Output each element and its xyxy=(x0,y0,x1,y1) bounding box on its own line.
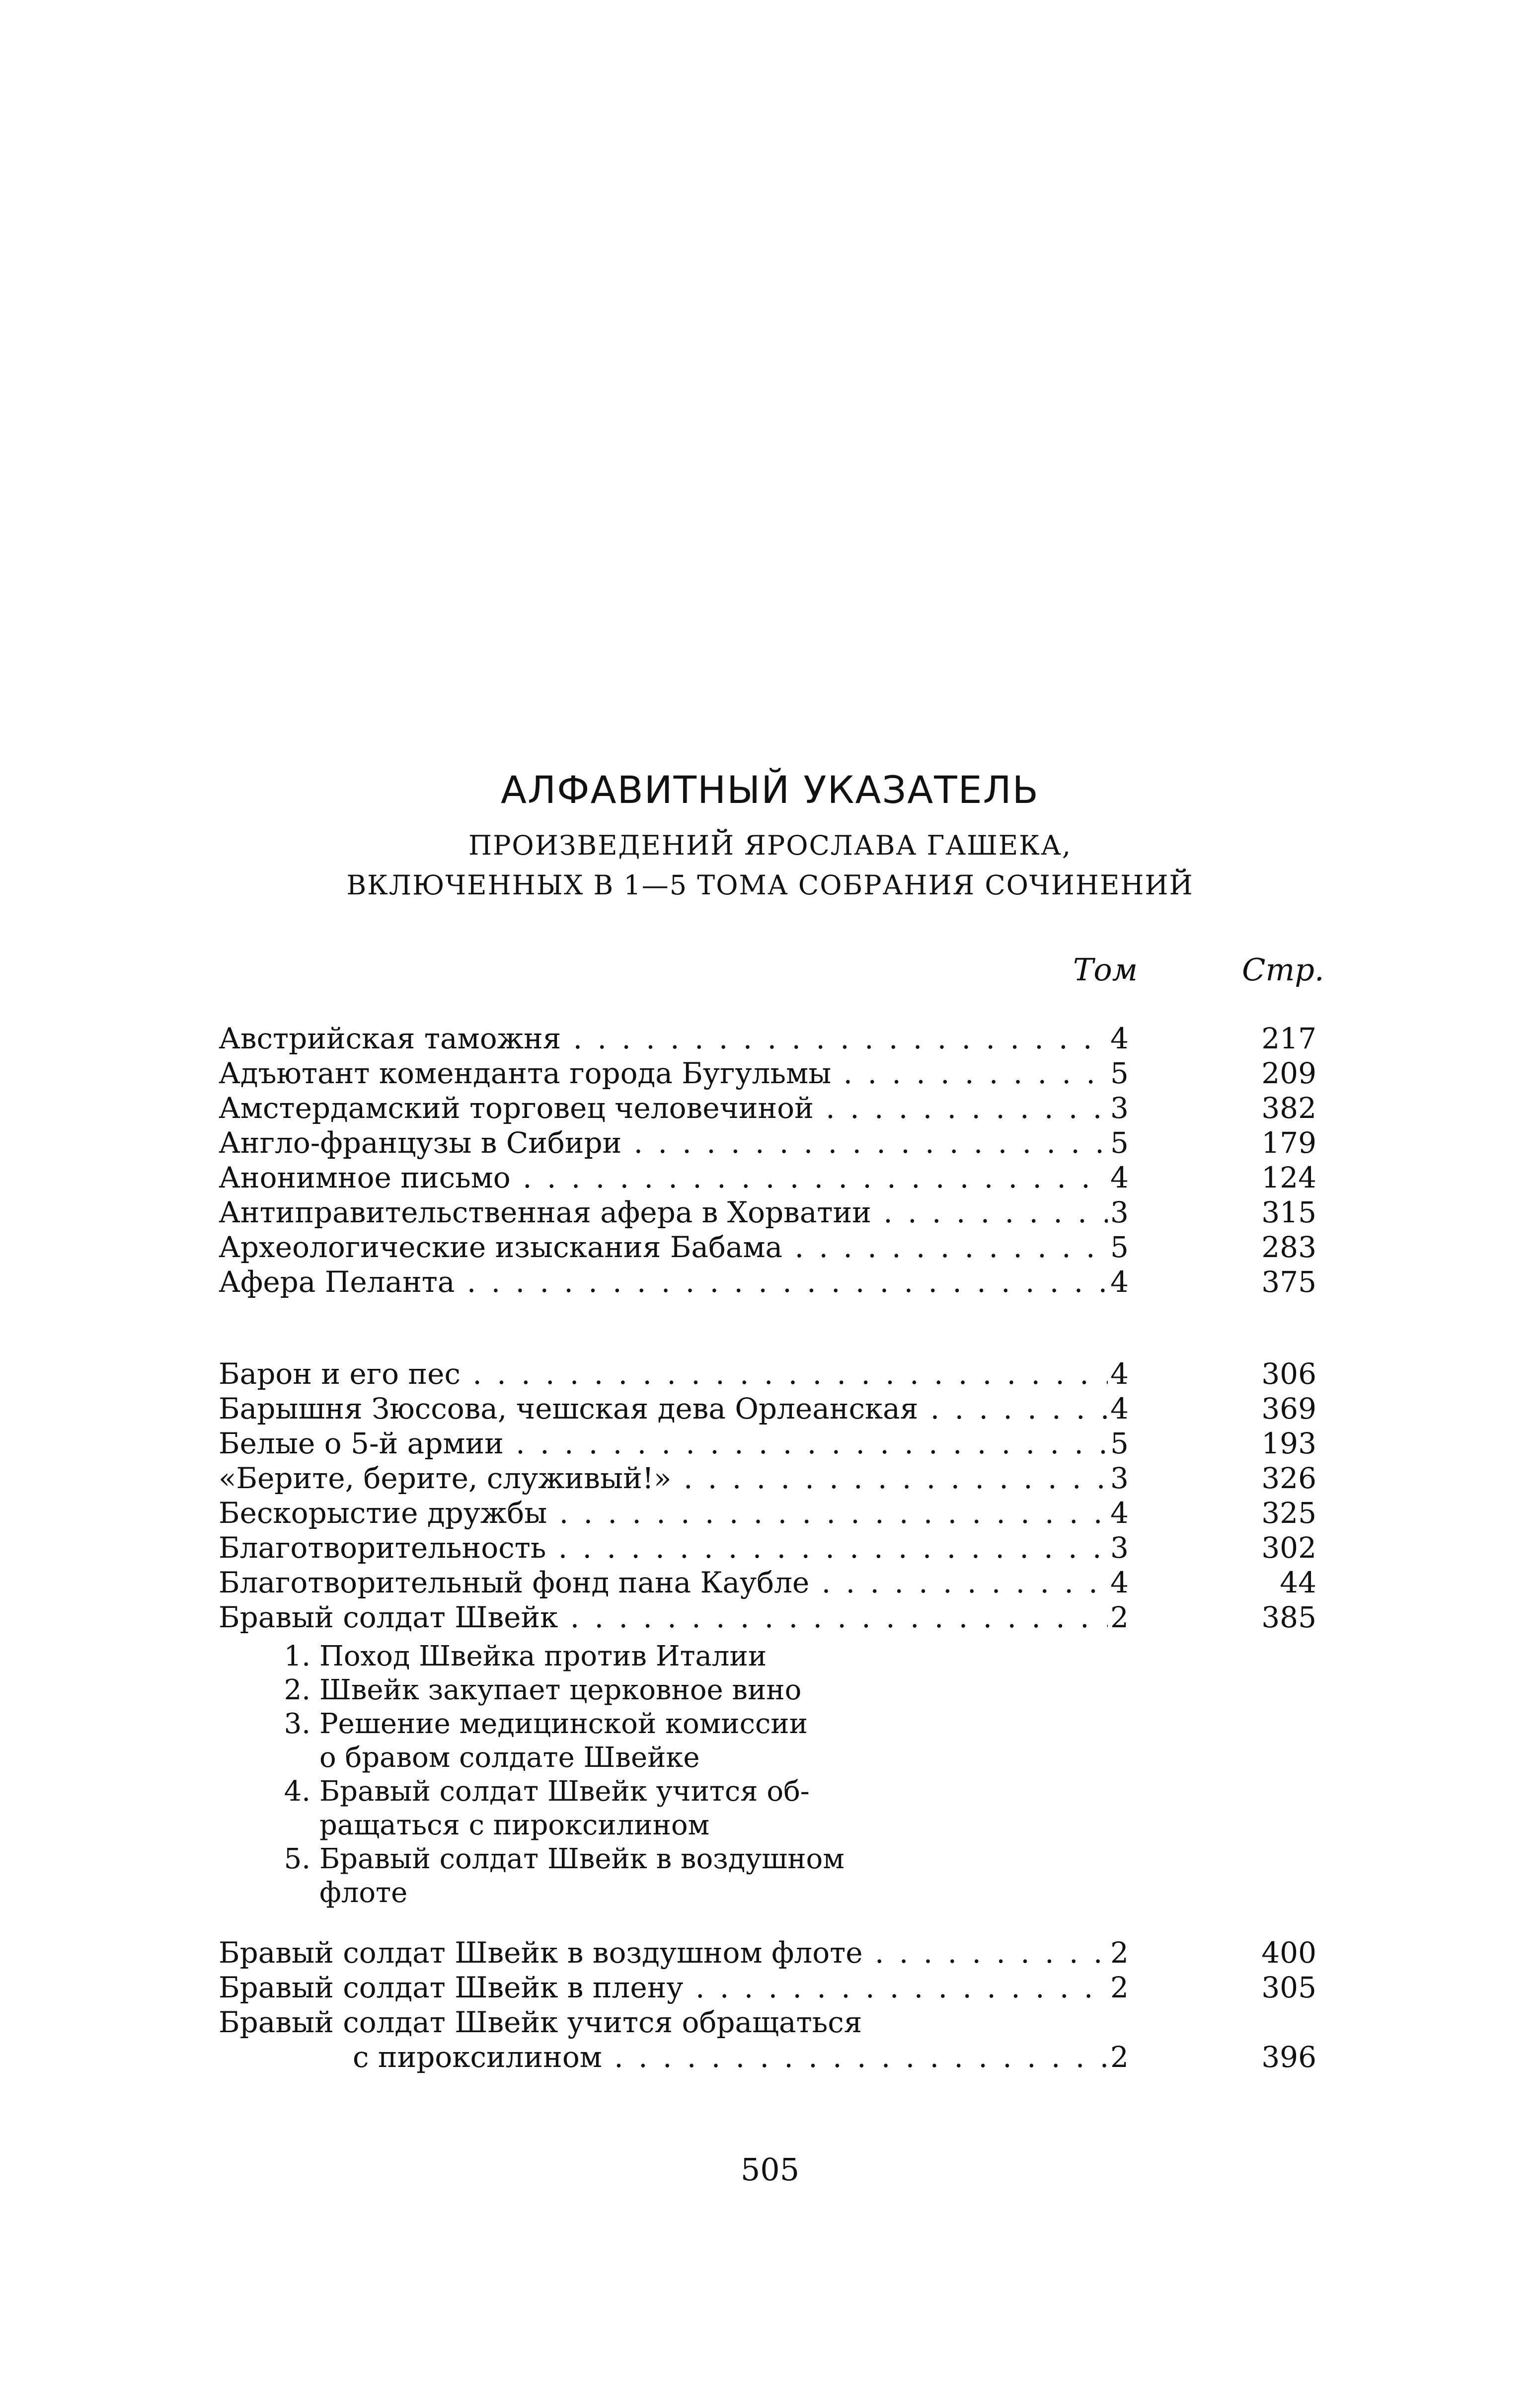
entry-volume: 4 xyxy=(1110,1392,1129,1426)
subentry-continuation: ращаться с пироксилином xyxy=(319,1809,710,1841)
entry-title: Афера Пеланта . . . xyxy=(219,1265,1108,1299)
entry-volume: 4 xyxy=(1110,1265,1129,1299)
entry-title: Адъютант коменданта города Бугульмы . . . xyxy=(219,1056,1108,1091)
entry-page: 369 xyxy=(1261,1392,1316,1426)
entry-title: Анонимное письмо . . . xyxy=(219,1160,1108,1195)
index-subtitle-line-1: ПРОИЗВЕДЕНИЙ ЯРОСЛАВА ГАШЕКА, xyxy=(468,830,1072,861)
entry-volume: 2 xyxy=(1110,1971,1129,2004)
entry-page: 302 xyxy=(1261,1531,1316,1565)
index-entry xyxy=(219,1230,1316,1265)
index-entry xyxy=(219,1600,1316,1635)
entry-page: 179 xyxy=(1261,1126,1316,1160)
entry-volume: 3 xyxy=(1110,1091,1129,1125)
index-subtitle-line-2: ВКЛЮЧЕННЫХ В 1—5 ТОМА СОБРАНИЯ СОЧИНЕНИЙ xyxy=(346,870,1194,901)
entry-page: 400 xyxy=(1261,1936,1316,1970)
entry-volume: 3 xyxy=(1110,1531,1129,1565)
entry-volume: 2 xyxy=(1110,1600,1129,1634)
entry-volume: 4 xyxy=(1110,1161,1129,1194)
index-entry xyxy=(219,1125,1316,1160)
entry-title: Антиправительственная афера в Хорватии . . . xyxy=(219,1195,1108,1230)
subentry-continuation: о бравом солдате Швейке xyxy=(319,1742,700,1774)
subentry xyxy=(268,1673,801,1707)
subentry-title: Решение медицинской комиссии xyxy=(319,1708,808,1740)
column-header-volume: Том xyxy=(1073,952,1138,988)
entry-title: Бравый солдат Швейк в воздушном флоте . . . xyxy=(219,1935,1108,1970)
entry-volume: 2 xyxy=(1110,2040,1129,2074)
entry-volume: 3 xyxy=(1110,1195,1129,1229)
index-entry xyxy=(219,1091,1316,1125)
entry-volume: 5 xyxy=(1110,1126,1129,1160)
subentry xyxy=(268,1775,810,1809)
index-entry xyxy=(219,1195,1316,1230)
entry-title: «Берите, берите, служивый!» . . . xyxy=(219,1461,1108,1496)
entry-title: Благотворительность . . . xyxy=(219,1530,1108,1565)
entry-title: Благотворительный фонд пана Каубле . . . xyxy=(219,1565,1108,1600)
entry-page: 385 xyxy=(1261,1600,1316,1634)
entry-page: 305 xyxy=(1261,1971,1316,2004)
entry-title: Бравый солдат Швейк в плену . . . xyxy=(219,1970,1108,2005)
subentry-number: 5. xyxy=(284,1843,310,1875)
subentry-title: Бравый солдат Швейк учится об- xyxy=(319,1775,810,1808)
entry-page: 283 xyxy=(1261,1230,1316,1264)
entry-title: Археологические изыскания Бабама . . . xyxy=(219,1230,1108,1265)
subentry xyxy=(268,1707,808,1741)
entry-volume: 5 xyxy=(1110,1427,1129,1460)
subentry-title: Швейк закупает церковное вино xyxy=(319,1674,802,1706)
entry-page: 375 xyxy=(1261,1265,1316,1299)
entry-title: Барышня Зюссова, чешская дева Орлеанская . . . xyxy=(219,1391,1108,1426)
entry-title: Бескорыстие дружбы . . . xyxy=(219,1496,1108,1530)
subentry xyxy=(268,1640,767,1673)
index-entry xyxy=(219,2005,1316,2040)
entry-title: Англо-французы в Сибири . . . xyxy=(219,1125,1108,1160)
entry-page: 217 xyxy=(1261,1022,1316,1055)
entry-title: Бравый солдат Швейк . . . xyxy=(219,1600,1108,1635)
entry-title: Барон и его пес . . . xyxy=(219,1356,1108,1391)
index-entry xyxy=(219,1426,1316,1461)
index-entry xyxy=(219,1056,1316,1091)
entry-page: 124 xyxy=(1261,1161,1316,1194)
index-entry xyxy=(219,1265,1316,1299)
entry-volume: 2 xyxy=(1110,1936,1129,1970)
entry-page: 306 xyxy=(1261,1357,1316,1391)
index-entry xyxy=(219,1565,1316,1600)
subentry xyxy=(268,1842,845,1876)
entry-page: 209 xyxy=(1261,1056,1316,1090)
subentry-number: 2. xyxy=(284,1674,310,1706)
column-header-page: Стр. xyxy=(1242,952,1324,988)
entry-volume: 4 xyxy=(1110,1357,1129,1391)
subentry-title: Поход Швейка против Италии xyxy=(319,1640,767,1672)
entry-page: 44 xyxy=(1280,1566,1316,1599)
subentry-continuation: флоте xyxy=(319,1877,408,1909)
entry-page: 325 xyxy=(1261,1496,1316,1530)
index-entry xyxy=(219,1461,1316,1496)
entry-volume: 5 xyxy=(1110,1056,1129,1090)
index-entry xyxy=(219,1935,1316,1970)
entry-volume: 5 xyxy=(1110,1230,1129,1264)
entry-title: Бравый солдат Швейк учится обращаться xyxy=(219,2005,862,2039)
index-entry-continuation xyxy=(219,2040,1316,2074)
index-entry xyxy=(219,1160,1316,1195)
subentry-title: Бравый солдат Швейк в воздушном xyxy=(319,1843,845,1875)
entry-volume: 4 xyxy=(1110,1022,1129,1055)
index-title: АЛФАВИТНЫЙ УКАЗАТЕЛЬ xyxy=(501,768,1039,812)
index-entry xyxy=(219,1970,1316,2005)
entry-title-continuation: с пироксилином . . . xyxy=(353,2040,1108,2074)
page-number: 505 xyxy=(740,2151,800,2188)
entry-volume: 4 xyxy=(1110,1566,1129,1599)
index-entry xyxy=(219,1496,1316,1530)
entry-page: 193 xyxy=(1261,1427,1316,1460)
index-entry xyxy=(219,1530,1316,1565)
subentry-number: 4. xyxy=(284,1775,310,1808)
index-entry xyxy=(219,1021,1316,1056)
entry-page: 315 xyxy=(1261,1195,1316,1229)
index-entry xyxy=(219,1356,1316,1391)
subentry-number: 1. xyxy=(284,1640,310,1672)
entry-volume: 3 xyxy=(1110,1461,1129,1495)
entry-page: 382 xyxy=(1261,1091,1316,1125)
entry-volume: 4 xyxy=(1110,1496,1129,1530)
index-entry xyxy=(219,1391,1316,1426)
subentry-number: 3. xyxy=(284,1708,310,1740)
entry-page: 326 xyxy=(1261,1461,1316,1495)
entry-title: Белые о 5-й армии . . . xyxy=(219,1426,1108,1461)
entry-title: Австрийская таможня . . . xyxy=(219,1021,1108,1056)
entry-title: Амстердамский торговец человечиной . . . xyxy=(219,1091,1108,1125)
entry-page: 396 xyxy=(1261,2040,1316,2074)
